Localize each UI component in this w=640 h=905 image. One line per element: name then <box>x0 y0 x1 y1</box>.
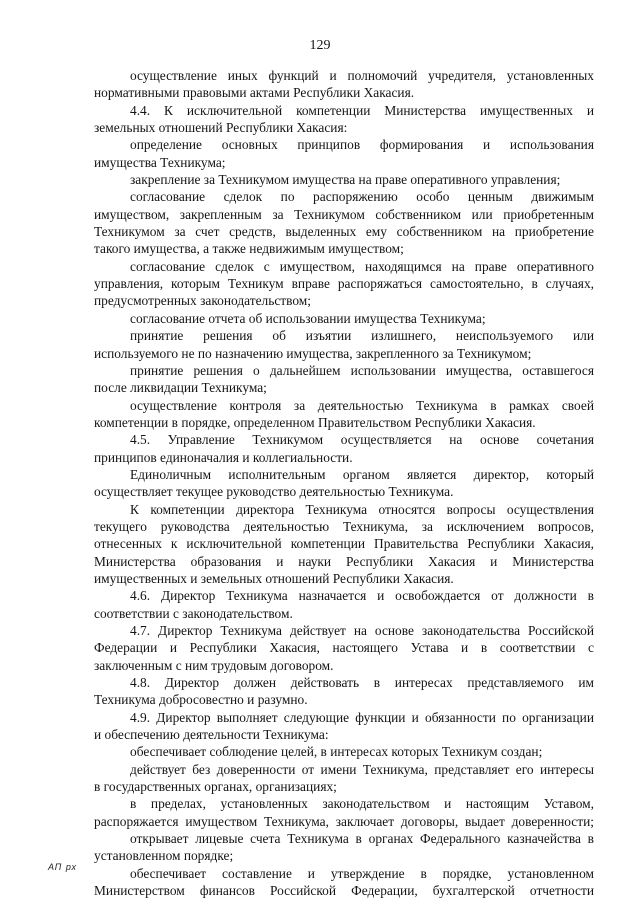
text-line: согласование сделок по распоряжению особо ценным движимым <box>130 189 594 205</box>
text-line: 4.4. К исключительной компетенции Министерства имущественных и <box>130 102 594 118</box>
text-line: отнесенных к исключительной компетенции Правительства Республики Хакасия, <box>94 536 594 552</box>
text-line: определение основных принципов формирования и использования <box>130 137 594 153</box>
text-line: земельных отношений Республики Хакасия: <box>94 120 348 136</box>
text-line: принятие решения об изъятии излишнего, неиспользуемого или <box>130 328 594 344</box>
text-line: Министерством финансов Российской Федерации, бухгалтерской отчетности <box>94 883 594 899</box>
text-line: заключенным с ним трудовым договором. <box>94 657 334 673</box>
text-line: Федерации и Республики Хакасия, настоящего Устава и в соответствии с <box>94 640 594 656</box>
handwritten-initials: АП рх <box>48 862 78 872</box>
text-line: К компетенции директора Техникума относятся вопросы осуществления <box>130 501 594 517</box>
text-line: 4.8. Директор должен действовать в интересах представляемого им <box>130 675 594 691</box>
text-line: имущественных и земельных отношений Республики Хакасия. <box>94 570 454 586</box>
text-line: компетенции в порядке, определенном Правительством Республики Хакасия. <box>94 414 536 430</box>
text-line: текущего руководства деятельностью Техникума, за исключением вопросов, <box>94 518 594 534</box>
text-line: действует без доверенности от имени Техникума, представляет его интересы <box>130 761 594 777</box>
text-line: осуществляет текущее руководство деятельностью Техникума. <box>94 484 454 500</box>
text-line: согласование сделок с имуществом, находящимся на праве оперативного <box>130 258 594 274</box>
text-line: 4.5. Управление Техникумом осуществляется на основе сочетания <box>130 432 594 448</box>
text-line: в пределах, установленных законодательством и настоящим Уставом, <box>130 796 594 812</box>
text-line: обеспечивает соблюдение целей, в интересах которых Техникум создан; <box>130 744 543 760</box>
text-line: осуществление контроля за деятельностью Техникума в рамках своей <box>130 397 594 413</box>
text-line: 4.6. Директор Техникума назначается и освобождается от должности в <box>130 588 594 604</box>
text-line: используемого не по назначению имущества, закрепленного за Техникумом; <box>94 345 532 361</box>
text-line: в государственных органах, организациях; <box>94 779 337 795</box>
text-line: Единоличным исполнительным органом является директор, который <box>130 466 594 482</box>
text-line: управления, которым Техникум вправе распоряжаться самостоятельно, в случаях, <box>94 276 594 292</box>
text-line: 4.7. Директор Техникума действует на основе законодательства Российской <box>130 623 594 638</box>
text-line: Министерства образования и науки Республики Хакасия и Министерства <box>94 553 594 569</box>
text-line: распоряжается имуществом Техникума, заключает договоры, выдает доверенности; <box>94 813 594 829</box>
document-body <box>94 67 594 900</box>
text-line: согласование отчета об использовании имущества Техникума; <box>130 310 486 326</box>
text-line: принципов единоначалия и коллегиальности. <box>94 449 353 465</box>
text-line: имуществом, закрепленным за Техникумом собственником или приобретенным <box>94 206 594 222</box>
text-line: нормативными правовыми актами Республики Хакасия. <box>94 85 415 101</box>
text-line: 4.9. Директор выполняет следующие функции и обязанности по организации <box>130 709 594 725</box>
text-line: осуществление иных функций и полномочий учредителя, установленных <box>130 68 594 83</box>
text-line: обеспечивает составление и утверждение в порядке, установленном <box>130 865 594 881</box>
text-line: принятие решения о дальнейшем использовании имущества, оставшегося <box>130 362 594 378</box>
text-line: Техникумом за счет средств, выделенных ему собственником на приобретение <box>94 224 594 240</box>
text-line: предусмотренных законодательством; <box>94 293 311 309</box>
text-line: открывает лицевые счета Техникума в органах Федерального казначейства в <box>130 831 594 847</box>
text-line: и обеспечению деятельности Техникума: <box>94 727 329 743</box>
text-line: после ликвидации Техникума; <box>94 380 267 396</box>
text-line: установленном порядке; <box>94 848 234 864</box>
page-number: 129 <box>309 38 331 53</box>
text-line: имущества Техникума; <box>94 154 226 170</box>
text-line: соответствии с законодательством. <box>94 605 293 621</box>
text-line: Техникума добросовестно и разумно. <box>94 692 308 708</box>
text-line: такого имущества, а также недвижимым имуществом; <box>94 241 404 257</box>
text-line: закрепление за Техникумом имущества на праве оперативного управления; <box>130 172 561 188</box>
